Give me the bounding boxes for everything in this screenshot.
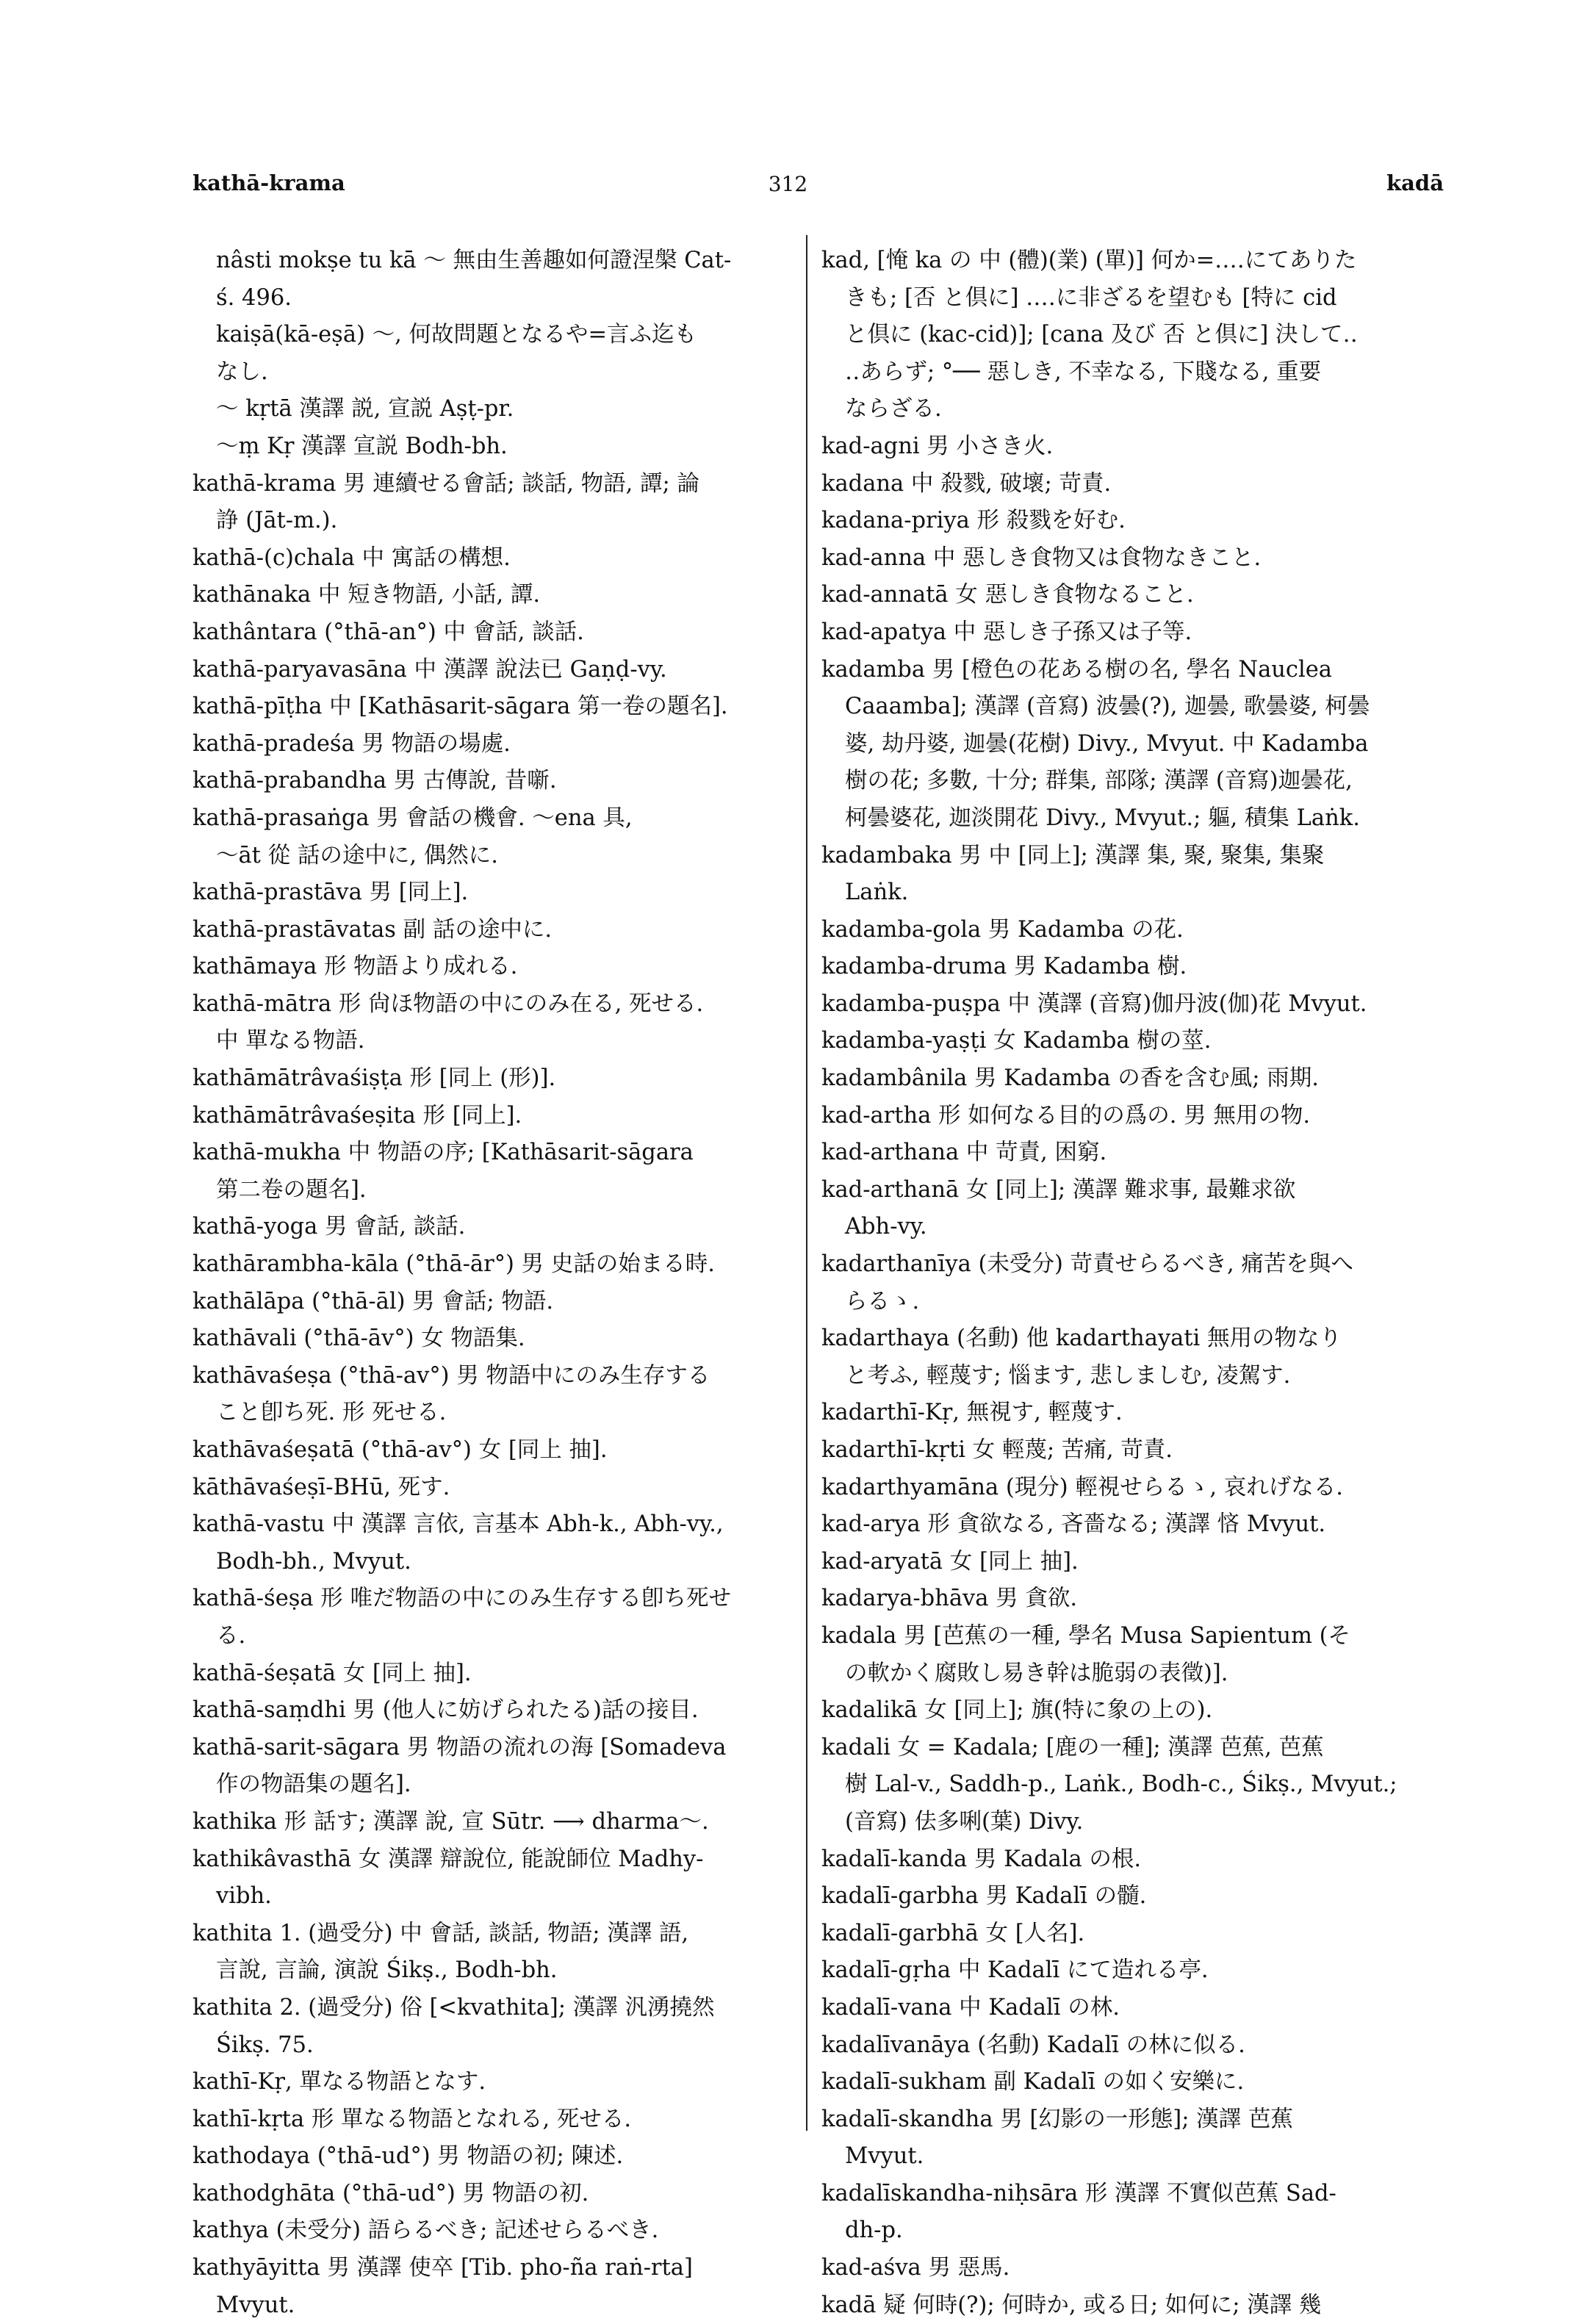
dictionary-entry: kāthāvaśeṣī-BHū, 死す.: [192, 1474, 450, 1500]
dictionary-entry: kathālāpa (°thā-āl) 男 會話; 物語.: [192, 1288, 554, 1314]
dictionary-entry: kadamba 男 [橙色の花ある樹の名, 學名 Nauclea: [821, 656, 1332, 683]
entry-continuation: きも; [否 と倶に] ‥‥に非ざるを望むも [特に cid: [845, 284, 1337, 311]
dictionary-entry: kadalikā 女 [同上]; 旗(特に象の上の).: [821, 1697, 1213, 1724]
dictionary-entry: kad-anna 中 惡しき食物又は食物なきこと.: [821, 544, 1262, 571]
dictionary-entry: kadamba-puṣpa 中 漢譯 (音寫)伽丹波(伽)花 Mvyut.: [821, 990, 1367, 1017]
dictionary-entry: kathā-prastāvatas 副 話の途中に.: [192, 916, 553, 943]
dictionary-entry: kadala 男 [芭蕉の一種, 學名 Musa Sapientum (そ: [821, 1622, 1351, 1649]
dictionary-entry: kadarthī-Kṛ, 無視す, 輕蔑す.: [821, 1400, 1123, 1426]
dictionary-entry: kathī-kṛta 形 單なる物語となれる, 死せる.: [192, 2106, 632, 2132]
entry-continuation: 婆, 劫丹婆, 迦曇(花樹) Divy., Mvyut. 中 Kadamba: [845, 730, 1369, 757]
entry-continuation: Mvyut.: [216, 2292, 295, 2318]
entry-continuation: kaiṣā(kā-eṣā) ～, 何故問題となるや=言ふ迄も: [216, 322, 697, 348]
entry-continuation: 中 單なる物語.: [216, 1028, 365, 1054]
dictionary-entry: kathāvaśeṣatā (°thā-av°) 女 [同上 抽].: [192, 1437, 608, 1463]
dictionary-entry: kadalī-skandha 男 [幻影の一形態]; 漢譯 芭蕉: [821, 2106, 1293, 2132]
dictionary-entry: kad-aśva 男 惡馬.: [821, 2255, 1010, 2281]
dictionary-entry: kathā-paryavasāna 中 漢譯 說法已 Gaṇḍ-vy.: [192, 656, 667, 683]
dictionary-entry: kadarthī-kṛti 女 輕蔑; 苦痛, 苛責.: [821, 1437, 1173, 1463]
dictionary-entry: kathā-śeṣatā 女 [同上 抽].: [192, 1660, 472, 1686]
entry-continuation: Mvyut.: [845, 2143, 924, 2170]
dictionary-entry: kadambânila 男 Kadamba の香を含む風; 雨期.: [821, 1065, 1319, 1092]
dictionary-entry: kathā-pradeśa 男 物語の場處.: [192, 730, 511, 757]
dictionary-entry: kad-arthana 中 苛責, 困窮.: [821, 1140, 1107, 1166]
entry-continuation: dh-p.: [845, 2217, 903, 2244]
dictionary-entry: kathā-prasaṅga 男 會話の機會. ～ena 具,: [192, 805, 633, 831]
entry-continuation: Bodh-bh., Mvyut.: [216, 1548, 411, 1575]
dictionary-entry: kathā-sarit-sāgara 男 物語の流れの海 [Somadeva: [192, 1734, 727, 1760]
dictionary-entry: kadalī-sukham 副 Kadalī の如く安樂に.: [821, 2069, 1245, 2095]
dictionary-entry: kad-artha 形 如何なる目的の爲の. 男 無用の物.: [821, 1102, 1311, 1129]
dictionary-entry: kad-agni 男 小さき火.: [821, 433, 1054, 459]
dictionary-entry: kathā-vastu 中 漢譯 言依, 言基本 Abh-k., Abh-vy.,: [192, 1511, 724, 1538]
dictionary-entry: kathā-yoga 男 會話, 談話.: [192, 1214, 466, 1240]
dictionary-entry: kathāmaya 形 物語より成れる.: [192, 954, 518, 980]
dictionary-entry: kathita 1. (過受分) 中 會話, 談話, 物語; 漢譯 語,: [192, 1920, 689, 1946]
dictionary-entry: kadalīskandha-niḥsāra 形 漢譯 不實似芭蕉 Sad-: [821, 2180, 1336, 2206]
dictionary-entry: kadarthanīya (未受分) 苛責せらるべき, 痛苦を與へ: [821, 1251, 1353, 1278]
dictionary-entry: kadambaka 男 中 [同上]; 漢譯 集, 聚, 聚集, 集聚: [821, 842, 1325, 868]
dictionary-entry: kathāvali (°thā-āv°) 女 物語集.: [192, 1325, 525, 1352]
dictionary-entry: kad-apatya 中 惡しき子孫又は子等.: [821, 619, 1192, 645]
dictionary-entry: kathāmātrâvaśiṣṭa 形 [同上 (形)].: [192, 1065, 556, 1092]
entry-continuation: Caaamba]; 漢譯 (音寫) 波曇(?), 迦曇, 歌曇婆, 柯曇: [845, 694, 1370, 720]
left-column: [192, 242, 788, 2324]
entry-continuation: らるゝ.: [845, 1288, 920, 1314]
dictionary-entry: kathānaka 中 短き物語, 小話, 譚.: [192, 582, 541, 608]
dictionary-entry: kathī-Kṛ, 單なる物語となす.: [192, 2069, 486, 2095]
dictionary-entry: kathāmātrâvaśeṣita 形 [同上].: [192, 1102, 522, 1129]
dictionary-entry: kadarya-bhāva 男 貪欲.: [821, 1586, 1078, 1612]
entry-continuation: 柯曇婆花, 迦淡開花 Divy., Mvyut.; 軀, 積集 Laṅk.: [845, 805, 1360, 831]
dictionary-entry: kadana 中 殺戮, 破壞; 苛責.: [821, 470, 1112, 497]
dictionary-entry: kathikâvasthā 女 漢譯 辯說位, 能說師位 Madhy-: [192, 1846, 704, 1872]
dictionary-entry: kadalī-garbha 男 Kadalī の髓.: [821, 1883, 1147, 1910]
entry-continuation: る.: [216, 1622, 246, 1649]
page-number: 312: [768, 172, 808, 196]
entry-continuation: ～ kṛtā 漢譯 説, 宣説 Aṣṭ-pr.: [216, 396, 514, 422]
dictionary-entry: kathāvaśeṣa (°thā-av°) 男 物語中にのみ生存する: [192, 1362, 710, 1389]
entry-continuation: Abh-vy.: [845, 1214, 927, 1240]
entry-continuation: ‥あらず; °── 惡しき, 不幸なる, 下賤なる, 重要: [845, 359, 1322, 385]
entry-continuation: nâsti mokṣe tu kā ～ 無由生善趣如何證涅槃 Cat-: [216, 248, 732, 273]
dictionary-entry: kadalī-gṛha 中 Kadalī にて造れる亭.: [821, 1957, 1209, 1984]
dictionary-entry: kathodaya (°thā-ud°) 男 物語の初; 陳述.: [192, 2143, 624, 2170]
right-column: [821, 242, 1433, 2324]
entry-continuation: ～āt 從 話の途中に, 偶然に.: [216, 842, 498, 868]
entry-continuation: と倶に (kac-cid)]; [cana 及び 否 と倶に] 決して‥: [845, 322, 1358, 348]
dictionary-entry: kathā-śeṣa 形 唯だ物語の中にのみ生存する卽ち死せ: [192, 1586, 731, 1612]
entry-continuation: と考ふ, 輕蔑す; 惱ます, 悲しましむ, 凌駕す.: [845, 1362, 1291, 1389]
entry-continuation: ならざる.: [845, 396, 942, 422]
dictionary-entry: kathā-prabandha 男 古傳說, 昔噺.: [192, 768, 557, 794]
entry-continuation: 諍 (Jāt-m.).: [216, 508, 338, 534]
entry-continuation: 言說, 言論, 演說 Śikṣ., Bodh-bh.: [216, 1957, 558, 1984]
dictionary-entry: kad, [㤿 ka の 中 (體)(業) (單)] 何か=‥‥にてありた: [821, 248, 1357, 273]
dictionary-entry: kad-aryatā 女 [同上 抽].: [821, 1548, 1079, 1575]
running-head-left: kathā-krama: [192, 170, 345, 195]
dictionary-entry: kadarthaya (名動) 他 kadarthayati 無用の物なり: [821, 1325, 1342, 1352]
entry-continuation: 樹の花; 多數, 十分; 群集, 部隊; 漢譯 (音寫)迦曇花,: [845, 768, 1353, 794]
entry-continuation: vibh.: [216, 1883, 272, 1910]
dictionary-entry: kadana-priya 形 殺戮を好む.: [821, 508, 1126, 534]
dictionary-entry: kathā-krama 男 連續せる會話; 談話, 物語, 譚; 論: [192, 470, 700, 497]
entry-continuation: Śikṣ. 75.: [216, 2032, 314, 2058]
dictionary-entry: kathā-(c)chala 中 寓話の構想.: [192, 544, 511, 571]
dictionary-entry: kadarthyamāna (現分) 輕視せらるゝ, 哀れげなる.: [821, 1474, 1343, 1500]
entry-continuation: ～ṃ Kṛ 漢譯 宣説 Bodh-bh.: [216, 433, 508, 459]
entry-continuation: ś. 496.: [216, 284, 292, 311]
dictionary-entry: kathārambha-kāla (°thā-ār°) 男 史話の始まる時.: [192, 1251, 715, 1278]
dictionary-entry: kadalī-garbhā 女 [人名].: [821, 1920, 1085, 1946]
dictionary-entry: kadā 疑 何時(?); 何時か, 或る日; 如何に; 漢譯 幾: [821, 2292, 1322, 2318]
dictionary-entry: kathā-mātra 形 尙ほ物語の中にのみ在る, 死せる.: [192, 990, 704, 1017]
dictionary-entry: kathyāyitta 男 漢譯 使卒 [Tib. pho-ña raṅ-rta]: [192, 2255, 693, 2281]
entry-continuation: こと卽ち死. 形 死せる.: [216, 1400, 447, 1426]
entry-continuation: 樹 Lal-v., Saddh-p., Laṅk., Bodh-c., Śikṣ., Mvyut.;: [845, 1771, 1397, 1798]
dictionary-entry: kadali 女 = Kadala; [鹿の一種]; 漢譯 芭蕉, 芭蕉: [821, 1734, 1324, 1760]
column-divider: [806, 235, 807, 2131]
dictionary-entry: kathā-mukha 中 物語の序; [Kathāsarit-sāgara: [192, 1140, 694, 1166]
dictionary-entry: kad-annatā 女 惡しき食物なること.: [821, 582, 1194, 608]
dictionary-entry: kathântara (°thā-an°) 中 會話, 談話.: [192, 619, 584, 645]
dictionary-entry: kadalīvanāya (名動) Kadalī の林に似る.: [821, 2032, 1245, 2058]
dictionary-entry: kathā-saṃdhi 男 (他人に妨げられたる)話の接目.: [192, 1697, 699, 1724]
entry-continuation: 第二卷の題名].: [216, 1176, 367, 1203]
entry-continuation: (音寫) 佉多唎(葉) Divy.: [845, 1808, 1084, 1835]
dictionary-entry: kadalī-vana 中 Kadalī の林.: [821, 1994, 1120, 2021]
dictionary-entry: kathā-prastāva 男 [同上].: [192, 879, 469, 906]
dictionary-entry: kad-arya 形 貪欲なる, 吝嗇なる; 漢譯 悋 Mvyut.: [821, 1511, 1326, 1538]
entry-continuation: なし.: [216, 359, 268, 385]
dictionary-entry: kathika 形 話す; 漢譯 說, 宣 Sūtr. ⟶ dharma～.: [192, 1808, 709, 1835]
entry-continuation: Laṅk.: [845, 879, 909, 906]
dictionary-entry: kadamba-yaṣṭi 女 Kadamba 樹の莖.: [821, 1028, 1212, 1054]
entry-continuation: の軟かく腐敗し易き幹は脆弱の表徵)].: [845, 1660, 1228, 1686]
running-head-right: kadā: [1386, 170, 1444, 195]
dictionary-entry: kadamba-druma 男 Kadamba 樹.: [821, 954, 1187, 980]
dictionary-entry: kathita 2. (過受分) 俗 [<kvathita]; 漢譯 汎湧撓然: [192, 1994, 715, 2021]
entry-continuation: 作の物語集の題名].: [216, 1771, 411, 1798]
dictionary-entry: kad-arthanā 女 [同上]; 漢譯 難求事, 最難求欲: [821, 1176, 1296, 1203]
dictionary-entry: kathya (未受分) 語らるべき; 記述せらるべき.: [192, 2217, 659, 2244]
dictionary-entry: kadamba-gola 男 Kadamba の花.: [821, 916, 1184, 943]
dictionary-entry: kathā-pīṭha 中 [Kathāsarit-sāgara 第一卷の題名].: [192, 694, 728, 720]
dictionary-entry: kadalī-kanda 男 Kadala の根.: [821, 1846, 1142, 1872]
dictionary-entry: kathodghāta (°thā-ud°) 男 物語の初.: [192, 2180, 589, 2206]
